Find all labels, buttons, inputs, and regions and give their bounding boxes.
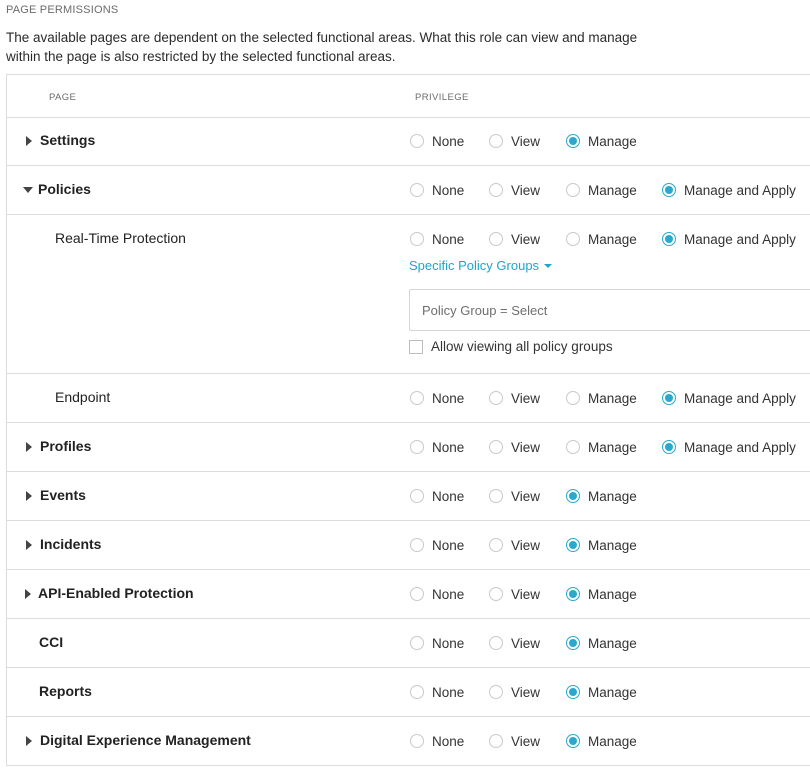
- radio-policies-none[interactable]: [410, 181, 464, 199]
- radio-label: Manage: [588, 488, 637, 504]
- radio-label: Manage and Apply: [684, 231, 796, 247]
- row-policies: [7, 166, 810, 215]
- radio-icon: [410, 489, 424, 503]
- radio-rtp-view[interactable]: [489, 230, 540, 248]
- radio-label: None: [432, 635, 465, 651]
- radio-checked-icon: [566, 587, 580, 601]
- expand-toggle-profiles[interactable]: [23, 441, 35, 453]
- page-name-incidents: Incidents: [40, 536, 102, 552]
- radio-label: None: [432, 537, 465, 553]
- page-name-profiles: Profiles: [40, 438, 92, 454]
- radio-policies-view[interactable]: [489, 181, 540, 199]
- radio-label: None: [432, 684, 465, 700]
- radio-label: Manage and Apply: [684, 182, 796, 198]
- radio-rtp-manage-apply[interactable]: [662, 230, 796, 248]
- radio-endpoint-manage[interactable]: [566, 389, 637, 407]
- radio-incidents-view[interactable]: [489, 536, 540, 554]
- radio-events-none[interactable]: [410, 487, 464, 505]
- radio-checked-icon: [566, 636, 580, 650]
- radio-label: None: [432, 231, 465, 247]
- radio-checked-icon: [566, 734, 580, 748]
- radio-cci-manage[interactable]: [566, 634, 637, 652]
- radio-policies-manage[interactable]: [566, 181, 637, 199]
- radio-icon: [410, 685, 424, 699]
- radio-policies-manage-apply[interactable]: [662, 181, 796, 199]
- radio-settings-none[interactable]: [410, 132, 464, 150]
- radio-label: View: [511, 733, 541, 749]
- row-incidents: [7, 521, 810, 570]
- radio-label: None: [432, 488, 465, 504]
- radio-label: View: [511, 488, 541, 504]
- row-settings: [7, 117, 810, 166]
- radio-label: View: [511, 586, 541, 602]
- radio-rtp-manage[interactable]: [566, 230, 637, 248]
- row-real-time-protection: [7, 215, 810, 374]
- expand-toggle-policies[interactable]: [22, 184, 34, 196]
- radio-icon: [489, 232, 503, 246]
- radio-incidents-manage[interactable]: [566, 536, 637, 554]
- page-name-endpoint: Endpoint: [55, 389, 111, 405]
- allow-viewing-all-checkbox[interactable]: [409, 339, 613, 354]
- radio-icon: [410, 636, 424, 650]
- caret-right-icon: [26, 442, 32, 452]
- radio-label: Manage: [588, 182, 637, 198]
- radio-checked-icon: [566, 538, 580, 552]
- radio-icon: [566, 391, 580, 405]
- page-name-events: Events: [40, 487, 86, 503]
- radio-endpoint-none[interactable]: [410, 389, 464, 407]
- page-name-digital-experience-management: Digital Experience Management: [40, 732, 251, 748]
- radio-label: Manage: [588, 231, 637, 247]
- radio-icon: [489, 538, 503, 552]
- radio-cci-none[interactable]: [410, 634, 464, 652]
- radio-checked-icon: [662, 232, 676, 246]
- radio-icon: [410, 391, 424, 405]
- radio-events-manage[interactable]: [566, 487, 637, 505]
- page-name-reports: Reports: [39, 683, 92, 699]
- radio-api-manage[interactable]: [566, 585, 637, 603]
- radio-label: None: [432, 439, 465, 455]
- radio-icon: [410, 134, 424, 148]
- radio-dem-view[interactable]: [489, 732, 540, 750]
- radio-endpoint-manage-apply[interactable]: [662, 389, 796, 407]
- radio-icon: [410, 734, 424, 748]
- row-digital-experience-management: [7, 717, 810, 766]
- radio-icon: [566, 232, 580, 246]
- radio-icon: [566, 440, 580, 454]
- radio-label: View: [511, 635, 541, 651]
- radio-cci-view[interactable]: [489, 634, 540, 652]
- radio-icon: [489, 440, 503, 454]
- column-header-privilege: PRIVILEGE: [415, 92, 469, 103]
- radio-icon: [410, 587, 424, 601]
- row-api-enabled-protection: [7, 570, 810, 619]
- radio-label: Manage: [588, 133, 637, 149]
- radio-checked-icon: [566, 685, 580, 699]
- radio-label: View: [511, 231, 541, 247]
- radio-icon: [489, 636, 503, 650]
- radio-label: View: [511, 390, 541, 406]
- radio-icon: [410, 538, 424, 552]
- radio-label: None: [432, 390, 465, 406]
- caret-right-icon: [26, 736, 32, 746]
- radio-label: Manage: [588, 439, 637, 455]
- radio-label: View: [511, 684, 541, 700]
- page-name-api-enabled-protection: API-Enabled Protection: [38, 585, 194, 601]
- caret-down-icon: [544, 264, 552, 268]
- checkbox-label: Allow viewing all policy groups: [431, 339, 613, 354]
- radio-label: None: [432, 182, 465, 198]
- checkbox-icon: [409, 340, 423, 354]
- radio-profiles-manage[interactable]: [566, 438, 637, 456]
- expand-toggle-dem[interactable]: [23, 735, 35, 747]
- radio-label: Manage: [588, 537, 637, 553]
- expand-toggle-incidents[interactable]: [23, 539, 35, 551]
- radio-profiles-manage-apply[interactable]: [662, 438, 796, 456]
- caret-right-icon: [25, 589, 31, 599]
- radio-profiles-view[interactable]: [489, 438, 540, 456]
- radio-label: Manage: [588, 684, 637, 700]
- radio-label: View: [511, 439, 541, 455]
- radio-checked-icon: [566, 489, 580, 503]
- radio-api-view[interactable]: [489, 585, 540, 603]
- radio-icon: [489, 587, 503, 601]
- radio-dem-manage[interactable]: [566, 732, 637, 750]
- radio-reports-none[interactable]: [410, 683, 464, 701]
- radio-icon: [489, 489, 503, 503]
- radio-icon: [489, 734, 503, 748]
- expand-toggle-events[interactable]: [23, 490, 35, 502]
- page-name-cci: CCI: [39, 634, 64, 650]
- row-profiles: [7, 423, 810, 472]
- radio-events-view[interactable]: [489, 487, 540, 505]
- caret-right-icon: [26, 136, 32, 146]
- page-name-policies: Policies: [38, 181, 91, 197]
- radio-label: View: [511, 182, 541, 198]
- radio-icon: [410, 232, 424, 246]
- radio-icon: [410, 440, 424, 454]
- policy-group-input[interactable]: [409, 289, 810, 331]
- row-endpoint: [7, 374, 810, 423]
- radio-checked-icon: [662, 391, 676, 405]
- caret-down-icon: [23, 187, 33, 193]
- radio-label: Manage: [588, 390, 637, 406]
- radio-reports-view[interactable]: [489, 683, 540, 701]
- radio-label: None: [432, 133, 465, 149]
- radio-label: None: [432, 733, 465, 749]
- section-title: PAGE PERMISSIONS: [6, 4, 119, 16]
- radio-label: View: [511, 133, 541, 149]
- page-name-settings: Settings: [40, 132, 96, 148]
- radio-icon: [489, 391, 503, 405]
- radio-label: Manage and Apply: [684, 390, 796, 406]
- radio-dem-none[interactable]: [410, 732, 464, 750]
- radio-icon: [489, 685, 503, 699]
- radio-label: Manage: [588, 635, 637, 651]
- row-events: [7, 472, 810, 521]
- caret-right-icon: [26, 491, 32, 501]
- row-cci: [7, 619, 810, 668]
- radio-profiles-none[interactable]: [410, 438, 464, 456]
- specific-policy-groups-label: Specific Policy Groups: [409, 258, 540, 273]
- radio-label: None: [432, 586, 465, 602]
- radio-icon: [566, 183, 580, 197]
- table-header: [7, 75, 810, 118]
- radio-checked-icon: [566, 134, 580, 148]
- radio-reports-manage[interactable]: [566, 683, 637, 701]
- radio-label: View: [511, 537, 541, 553]
- radio-settings-view[interactable]: [489, 132, 540, 150]
- radio-icon: [489, 183, 503, 197]
- radio-incidents-none[interactable]: [410, 536, 464, 554]
- radio-rtp-none[interactable]: [410, 230, 464, 248]
- expand-toggle-api[interactable]: [22, 588, 34, 600]
- radio-checked-icon: [662, 183, 676, 197]
- radio-label: Manage: [588, 733, 637, 749]
- permissions-table: [6, 74, 810, 766]
- radio-label: Manage and Apply: [684, 439, 796, 455]
- specific-policy-groups-dropdown[interactable]: [409, 258, 552, 273]
- radio-endpoint-view[interactable]: [489, 389, 540, 407]
- section-description: The available pages are dependent on the selected functional areas. What this role can view and manage within the page is also restricted by the selected functional areas.: [6, 30, 638, 64]
- radio-settings-manage[interactable]: [566, 132, 637, 150]
- row-reports: [7, 668, 810, 717]
- radio-icon: [489, 134, 503, 148]
- radio-checked-icon: [662, 440, 676, 454]
- expand-toggle-settings[interactable]: [23, 135, 35, 147]
- radio-icon: [410, 183, 424, 197]
- caret-right-icon: [26, 540, 32, 550]
- column-header-page: PAGE: [49, 92, 77, 103]
- page-name-real-time-protection: Real-Time Protection: [55, 230, 186, 246]
- radio-label: Manage: [588, 586, 637, 602]
- radio-api-none[interactable]: [410, 585, 464, 603]
